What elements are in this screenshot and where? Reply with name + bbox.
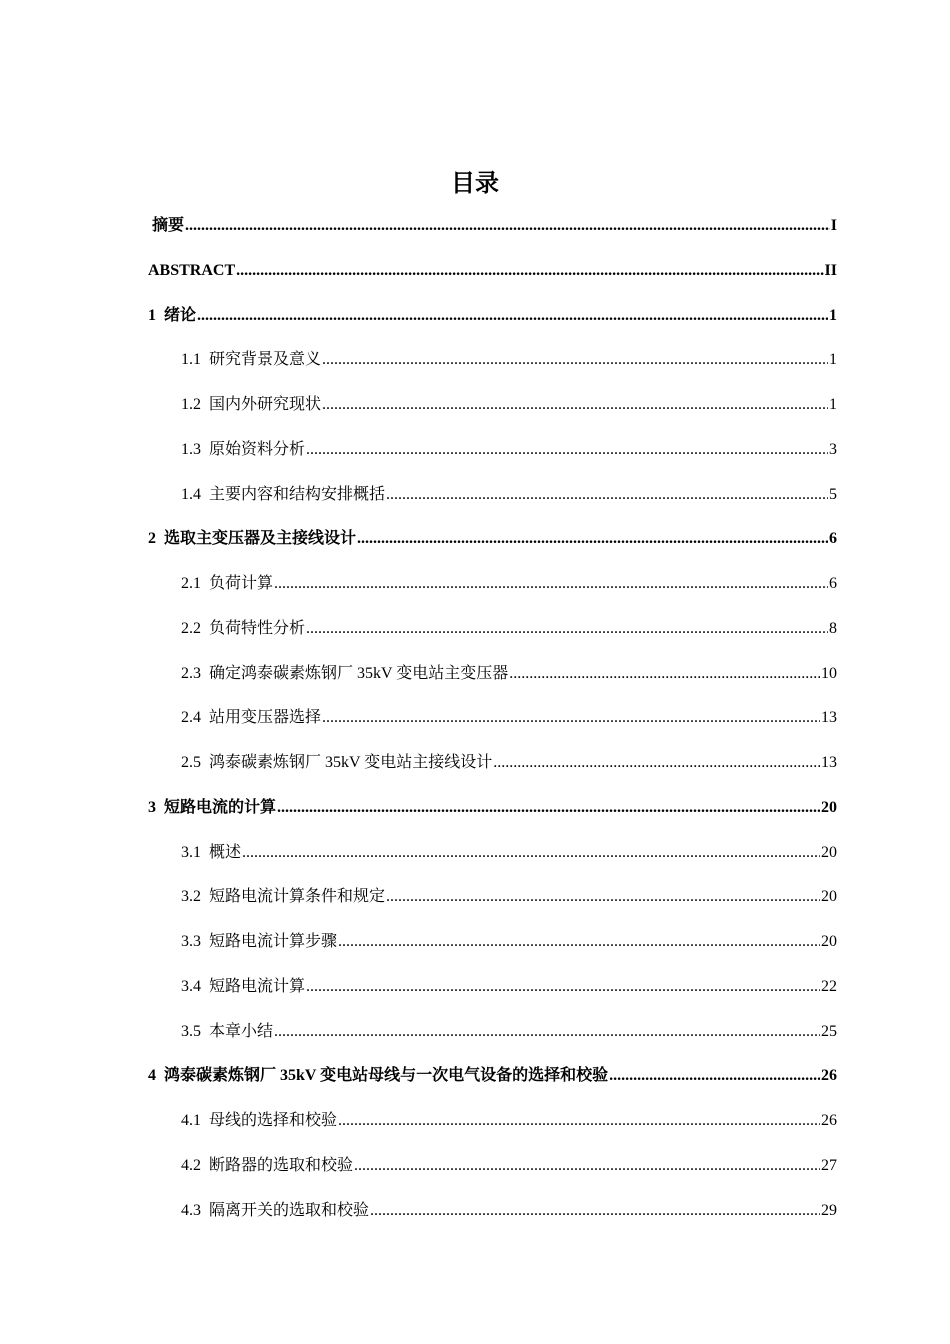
toc-entry-number: 1.1 [181,351,201,368]
toc-entry-page-number: 13 [821,709,837,726]
toc-entry[interactable] [181,392,837,418]
toc-entry-page-number: I [830,217,837,234]
toc-entry-leader [274,571,828,597]
toc-entry-number: 2.1 [181,575,201,592]
toc-entry-label: 隔离开关的选取和校验 [209,1202,370,1219]
toc-entry[interactable] [148,258,837,284]
toc-entry-leader [322,347,828,373]
toc-entry[interactable] [181,571,837,597]
toc-entry-page-number: 13 [821,754,837,771]
toc-entry-leader [306,616,828,642]
toc-entry-number: 4 [148,1067,156,1084]
toc-entry-gap [201,750,209,776]
toc-entry[interactable] [181,1198,837,1224]
toc-entry-page-number: 20 [821,933,837,950]
toc-entry-gap [201,347,209,373]
toc-entry-number: 2.3 [181,665,201,682]
toc-entry-page-number: II [824,262,837,279]
toc-entry[interactable] [148,303,837,329]
toc-entry-label: 本章小结 [209,1023,274,1040]
toc-entry-leader [386,482,828,508]
toc-entry-leader [338,1108,820,1134]
toc-entry-number: 1.4 [181,486,201,503]
toc-entry-label: 母线的选择和校验 [209,1112,338,1129]
toc-entry[interactable] [181,661,837,687]
toc-entry-leader [306,974,820,1000]
toc-entry-label: 负荷计算 [209,575,274,592]
toc-entry[interactable] [181,482,837,508]
toc-entry-leader [236,258,823,284]
toc-entry[interactable] [181,437,837,463]
toc-entry-gap [201,482,209,508]
toc-entry-page-number: 1 [829,307,837,324]
toc-entry-number: 3 [148,799,156,816]
toc-entry-label: 国内外研究现状 [209,396,322,413]
toc-entry-gap [201,929,209,955]
toc-entry-page-number: 10 [821,665,837,682]
toc-entry-number: 1.3 [181,441,201,458]
toc-entry[interactable] [181,750,837,776]
toc-entry-page-number: 6 [829,575,837,592]
toc-entry-page-number: 20 [821,888,837,905]
toc-entry-number: 2.4 [181,709,201,726]
toc-entry-page-number: 1 [829,396,837,413]
toc-entry-page-number: 26 [821,1067,837,1084]
toc-entry-gap [201,1198,209,1224]
toc-entry-label: 短路电流计算条件和规定 [209,888,386,905]
toc-entry-page-number: 20 [821,844,837,861]
toc-entry-number: 3.2 [181,888,201,905]
toc-entry-label: 短路电流的计算 [164,799,277,816]
toc-entry-gap [201,571,209,597]
toc-entry-number: 3.1 [181,844,201,861]
toc-entry-label: 摘要 [152,217,185,234]
toc-entry-leader [338,929,820,955]
toc-entry-leader [322,392,828,418]
toc-entry-gap [201,884,209,910]
toc-entry-gap [201,437,209,463]
toc-entry-leader [370,1198,820,1224]
toc-entry-leader [306,437,828,463]
toc-entry-label: 概述 [209,844,242,861]
toc-entry[interactable] [181,1019,837,1045]
toc-entry-label: 鸿泰碳素炼钢厂 35kV 变电站主接线设计 [209,754,493,771]
toc-entry-label: 选取主变压器及主接线设计 [164,530,357,547]
toc-entry-gap [201,840,209,866]
toc-entry-leader [274,1019,820,1045]
toc-entry-label: 短路电流计算 [209,978,306,995]
toc-entry[interactable] [181,974,837,1000]
toc-entry[interactable] [181,884,837,910]
toc-entry-number: 3.4 [181,978,201,995]
toc-entry-number: 2.2 [181,620,201,637]
toc-entry-page-number: 6 [829,530,837,547]
toc-entry-leader [493,750,820,776]
toc-entry-leader [242,840,820,866]
toc-entry-gap [156,526,164,552]
toc-entry-gap [201,616,209,642]
toc-entry-label: 研究背景及意义 [209,351,322,368]
toc-entry-number: 3.5 [181,1023,201,1040]
toc-entry-gap [201,1153,209,1179]
toc-entry-page-number: 26 [821,1112,837,1129]
toc-entry[interactable] [181,929,837,955]
toc-entry-page-number: 27 [821,1157,837,1174]
page-title: 目录 [451,169,499,197]
toc-entry-gap [201,661,209,687]
toc-entry-gap [201,392,209,418]
toc-entry-number: 2 [148,530,156,547]
toc-entry-leader [386,884,820,910]
toc-entry-gap [156,795,164,821]
toc-entry-number: 3.3 [181,933,201,950]
toc-entry-label: 原始资料分析 [209,441,306,458]
toc-entry-label: 站用变压器选择 [209,709,322,726]
toc-entry-number: 1.2 [181,396,201,413]
toc-entry-page-number: 25 [821,1023,837,1040]
toc-entry-label: 鸿泰碳素炼钢厂 35kV 变电站母线与一次电气设备的选择和校验 [164,1067,609,1084]
toc-entry-gap [201,1108,209,1134]
toc-entry-gap [201,1019,209,1045]
toc-entry-gap [156,303,164,329]
toc-entry[interactable] [148,526,837,552]
toc-entry-page-number: 22 [821,978,837,995]
toc-entry[interactable] [181,1153,837,1179]
toc-entry[interactable] [181,347,837,373]
toc-entry-number: 4.2 [181,1157,201,1174]
toc-entry-leader [185,213,830,239]
toc-entry-leader [322,705,820,731]
toc-entry-page-number: 8 [829,620,837,637]
toc-entry-page-number: 1 [829,351,837,368]
toc-entry-gap [201,705,209,731]
toc-entry-leader [354,1153,820,1179]
toc-entry[interactable] [148,795,837,821]
toc-entry-leader [197,303,828,329]
toc-entry-leader [609,1063,820,1089]
toc-entry-label: 断路器的选取和校验 [209,1157,354,1174]
toc-entry-page-number: 5 [829,486,837,503]
toc-entry-leader [277,795,820,821]
toc-entry-label: 短路电流计算步骤 [209,933,338,950]
toc-entry-number: 1 [148,307,156,324]
toc-entry[interactable] [181,616,837,642]
toc-entry-number: 4.1 [181,1112,201,1129]
toc-entry[interactable] [181,840,837,866]
toc-entry-gap [201,974,209,1000]
toc-entry-label: ABSTRACT [148,262,236,279]
toc-entry-label: 绪论 [164,307,197,324]
toc-entry-number: 2.5 [181,754,201,771]
toc-entry-gap [156,1063,164,1089]
toc-entry-label: 确定鸿泰碳素炼钢厂 35kV 变电站主变压器 [209,665,509,682]
toc-entry-number: 4.3 [181,1202,201,1219]
toc-entry-page-number: 20 [821,799,837,816]
toc-entry-page-number: 3 [829,441,837,458]
toc-entry-leader [357,526,828,552]
toc-entry[interactable] [148,213,837,239]
toc-entry-label: 负荷特性分析 [209,620,306,637]
toc-entry-page-number: 29 [821,1202,837,1219]
toc-entry[interactable] [181,1108,837,1134]
toc-entry-leader [509,661,820,687]
toc-entry-label: 主要内容和结构安排概括 [209,486,386,503]
toc-entry[interactable] [148,1063,837,1089]
toc-entry[interactable] [181,705,837,731]
